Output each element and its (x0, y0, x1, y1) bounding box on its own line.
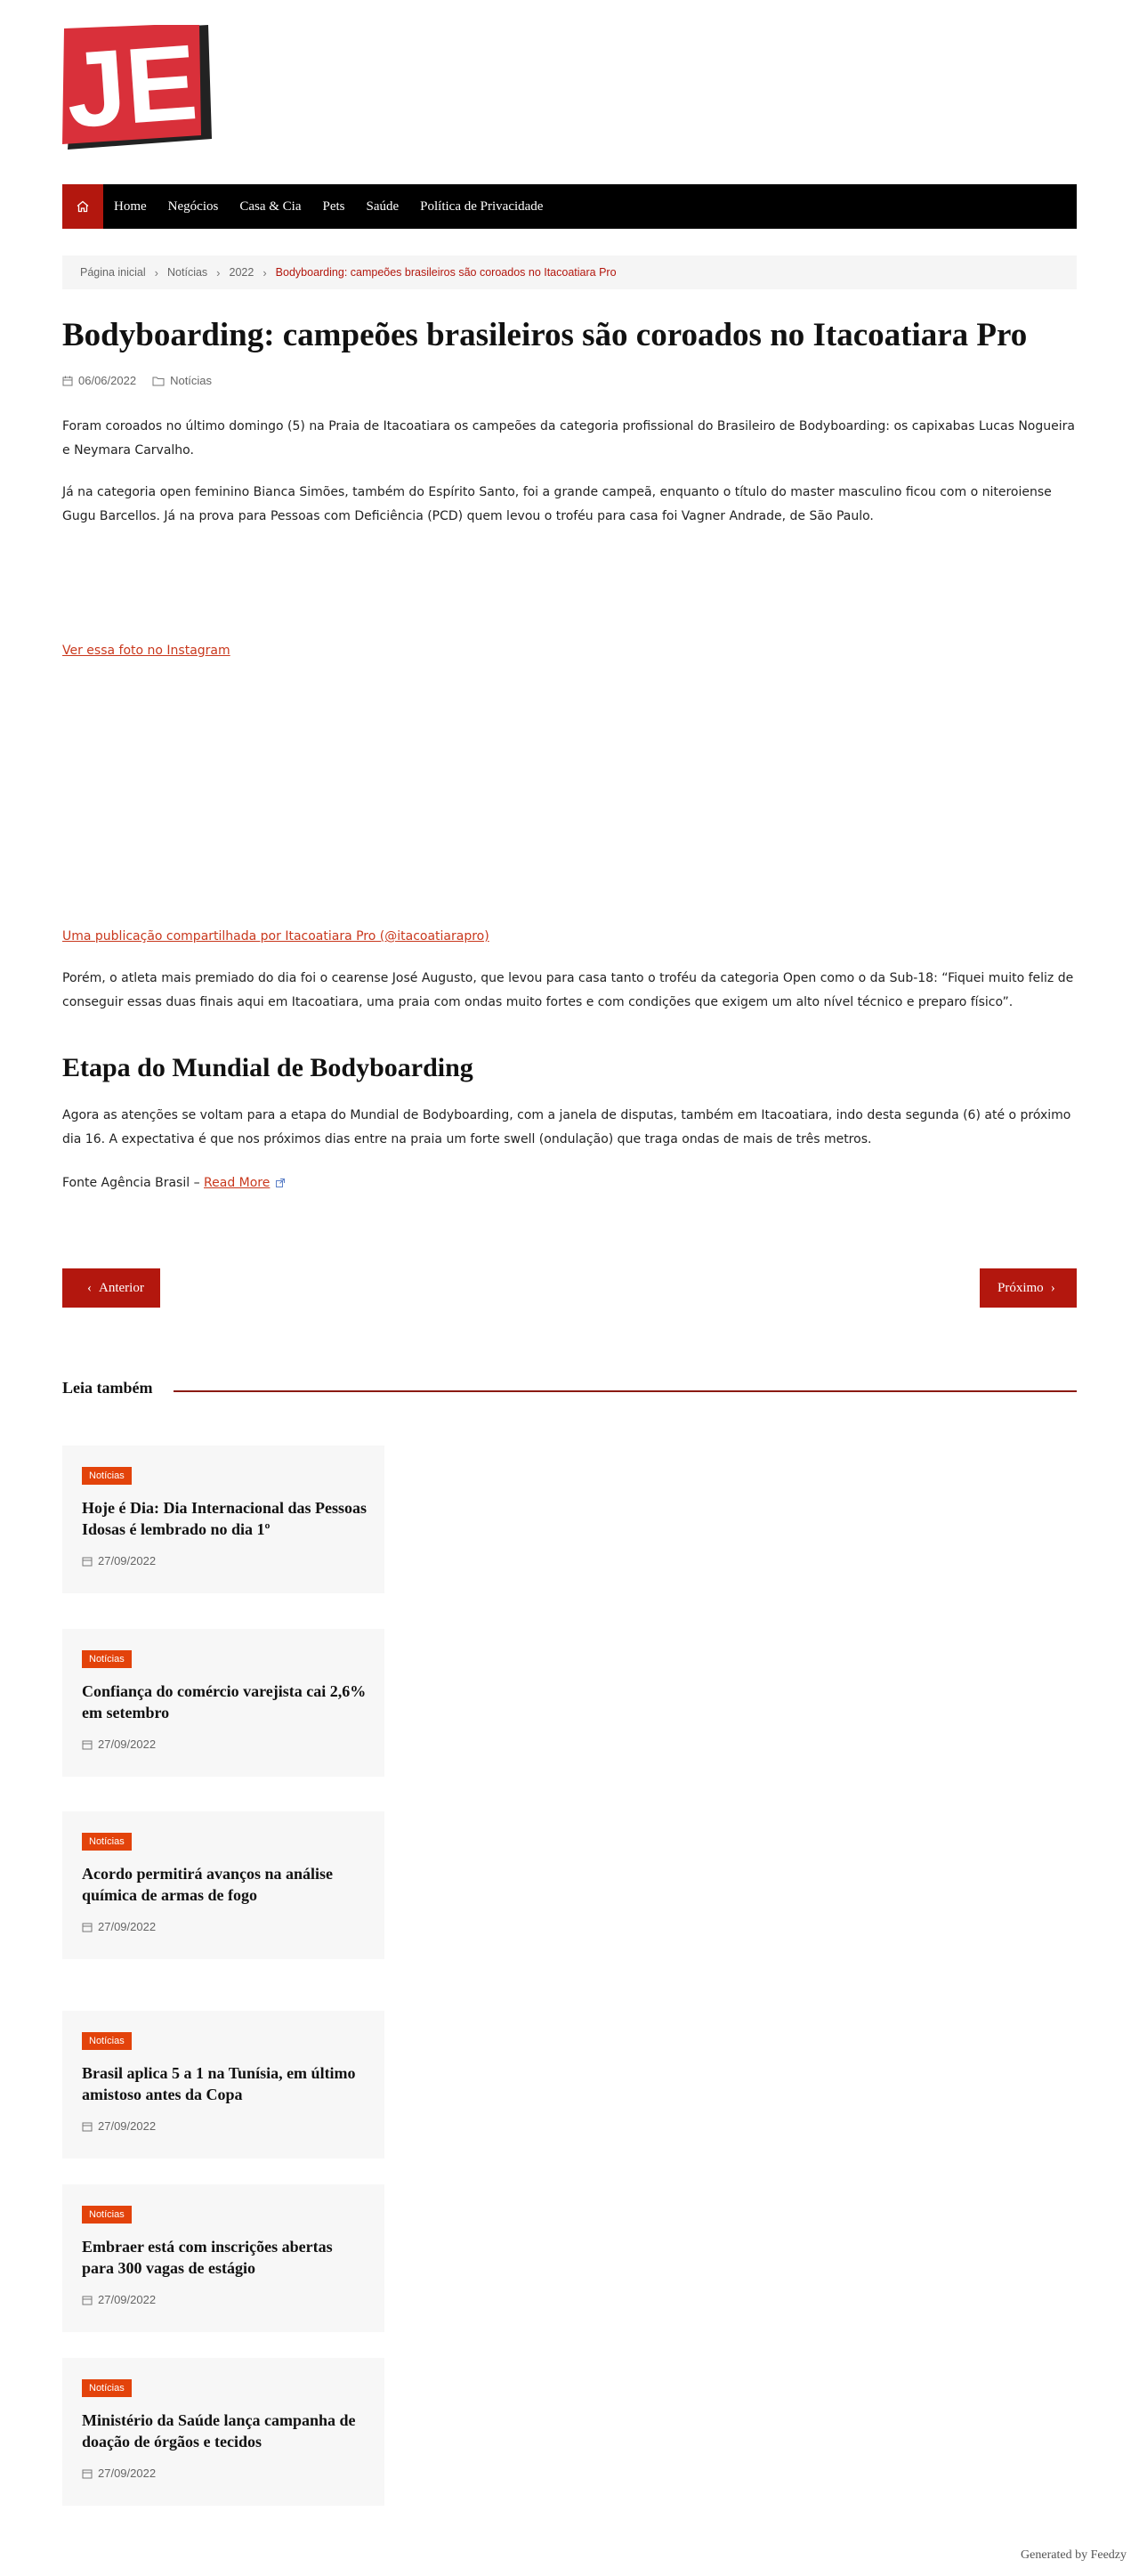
calendar-icon (82, 1739, 93, 1750)
related-card[interactable] (62, 1811, 384, 1959)
source-prefix: Fonte Agência Brasil – (62, 1176, 205, 1190)
nav-item-home[interactable]: Home (114, 199, 147, 214)
related-card-title[interactable]: Embraer está com inscrições abertas para 300 vagas de estágio (82, 2238, 333, 2277)
related-card[interactable] (62, 2184, 384, 2332)
nav-item-privacidade[interactable]: Política de Privacidade (420, 199, 544, 214)
related-card[interactable] (62, 1446, 384, 1593)
related-card-title[interactable]: Confiança do comércio varejista cai 2,6% em setembro (82, 1682, 367, 1721)
nav-item-saude[interactable]: Saúde (366, 199, 400, 214)
read-more-link[interactable]: Read More (204, 1176, 271, 1190)
related-card-title[interactable]: Brasil aplica 5 a 1 na Tunísia, em último amistoso antes da Copa (82, 2064, 356, 2103)
related-section-title: Leia também (62, 1379, 153, 1397)
chevron-left-icon: ‹ (87, 1280, 92, 1295)
chevron-right-icon: › (1050, 1280, 1055, 1295)
breadcrumb (62, 255, 1077, 289)
nav-home-button[interactable] (62, 184, 103, 229)
external-link-icon (276, 1179, 285, 1187)
footer-credit: Generated by Feedzy (1021, 2548, 1127, 2562)
related-card-date: 27/09/2022 (82, 2293, 156, 2306)
instagram-caption-link[interactable]: Uma publicação compartilhada por Itacoatiara Pro (@itacoatiarapro) (62, 929, 489, 944)
related-card-title[interactable]: Acordo permitirá avanços na análise química de armas de fogo (82, 1865, 333, 1904)
related-card-date: 27/09/2022 (82, 2119, 156, 2133)
category-badge[interactable]: Notícias (82, 2206, 132, 2224)
breadcrumb-noticias[interactable]: Notícias (167, 266, 208, 279)
calendar-icon (82, 1922, 93, 1932)
article-date[interactable]: 06/06/2022 (62, 374, 136, 387)
chevron-right-icon: › (154, 265, 159, 279)
related-card[interactable] (62, 1629, 384, 1777)
chevron-right-icon: › (216, 265, 221, 279)
main-navigation (62, 184, 1077, 229)
related-card-title[interactable]: Hoje é Dia: Dia Internacional das Pessoas Idosas é lembrado no dia 1º (82, 1499, 367, 1538)
nav-item-pets[interactable]: Pets (322, 199, 345, 214)
calendar-icon (82, 2121, 93, 2132)
site-logo[interactable] (62, 25, 212, 158)
breadcrumb-year[interactable]: 2022 (229, 266, 254, 279)
article-subheading: Etapa do Mundial de Bodyboarding (62, 1053, 473, 1082)
related-card-date: 27/09/2022 (82, 1554, 156, 1567)
breadcrumb-current: Bodyboarding: campeões brasileiros são coroados no Itacoatiara Pro (275, 266, 617, 279)
next-post-button[interactable]: Próximo › (980, 1268, 1077, 1308)
calendar-icon (62, 376, 73, 386)
breadcrumb-home[interactable]: Página inicial (80, 266, 146, 279)
related-card-title[interactable]: Ministério da Saúde lança campanha de doação de órgãos e tecidos (82, 2411, 356, 2450)
section-divider (174, 1390, 1077, 1392)
nav-item-negocios[interactable]: Negócios (167, 199, 219, 214)
calendar-icon (82, 2295, 93, 2305)
category-badge[interactable]: Notícias (82, 2379, 132, 2397)
category-badge[interactable]: Notícias (82, 1467, 132, 1485)
category-badge[interactable]: Notícias (82, 1650, 132, 1668)
article-paragraph: Agora as atenções se voltam para a etapa do Mundial de Bodyboarding, com a janela de disputas, também em Itacoatiara, indo desta segunda (6) até o próximo dia 16. A expectativa é que nos próximos dias entre na praia um forte swell (ondulação) que traga ondas de mais de três metros. (62, 1108, 1071, 1146)
logo-text: JE (62, 25, 201, 150)
article-paragraph: Já na categoria open feminino Bianca Simões, também do Espírito Santo, foi a grande campeã, enquanto o título do master masculino ficou com o niteroiense Gugu Barcellos. Já na prova para Pessoas com Deficiência (PCD) quem levou o troféu para casa foi Vagner Andrade, de São Paulo. (62, 485, 1052, 523)
home-icon (76, 199, 90, 214)
article-meta (62, 374, 228, 387)
article-source (62, 1171, 1077, 1195)
article-paragraph: Porém, o atleta mais premiado do dia foi o cearense José Augusto, que levou para casa tanto o troféu da categoria Open como o da Sub-18: “Fiquei muito feliz de conseguir essas duas finais aqui em Itacoatiara, uma praia com ondas muito fortes e com condições que exigem um alto nível técnico e preparo físico”. (62, 971, 1074, 1009)
category-badge[interactable]: Notícias (82, 1833, 132, 1851)
folder-icon (152, 376, 165, 386)
chevron-right-icon: › (263, 265, 267, 279)
related-card-date: 27/09/2022 (82, 2467, 156, 2480)
nav-item-casa-cia[interactable]: Casa & Cia (239, 199, 302, 214)
category-badge[interactable]: Notícias (82, 2032, 132, 2050)
article-category[interactable]: Notícias (152, 374, 212, 387)
instagram-link[interactable]: Ver essa foto no Instagram (62, 644, 230, 658)
previous-post-button[interactable]: ‹ Anterior (62, 1268, 160, 1308)
related-card-date: 27/09/2022 (82, 1920, 156, 1933)
article-paragraph: Foram coroados no último domingo (5) na Praia de Itacoatiara os campeões da categoria profissional do Brasileiro de Bodyboarding: os capixabas Lucas Nogueira e Neymara Carvalho. (62, 419, 1075, 458)
article-title: Bodyboarding: campeões brasileiros são coroados no Itacoatiara Pro (62, 317, 1028, 353)
calendar-icon (82, 2468, 93, 2479)
related-card[interactable] (62, 2011, 384, 2159)
calendar-icon (82, 1556, 93, 1567)
related-card-date: 27/09/2022 (82, 1738, 156, 1751)
related-card[interactable] (62, 2358, 384, 2506)
